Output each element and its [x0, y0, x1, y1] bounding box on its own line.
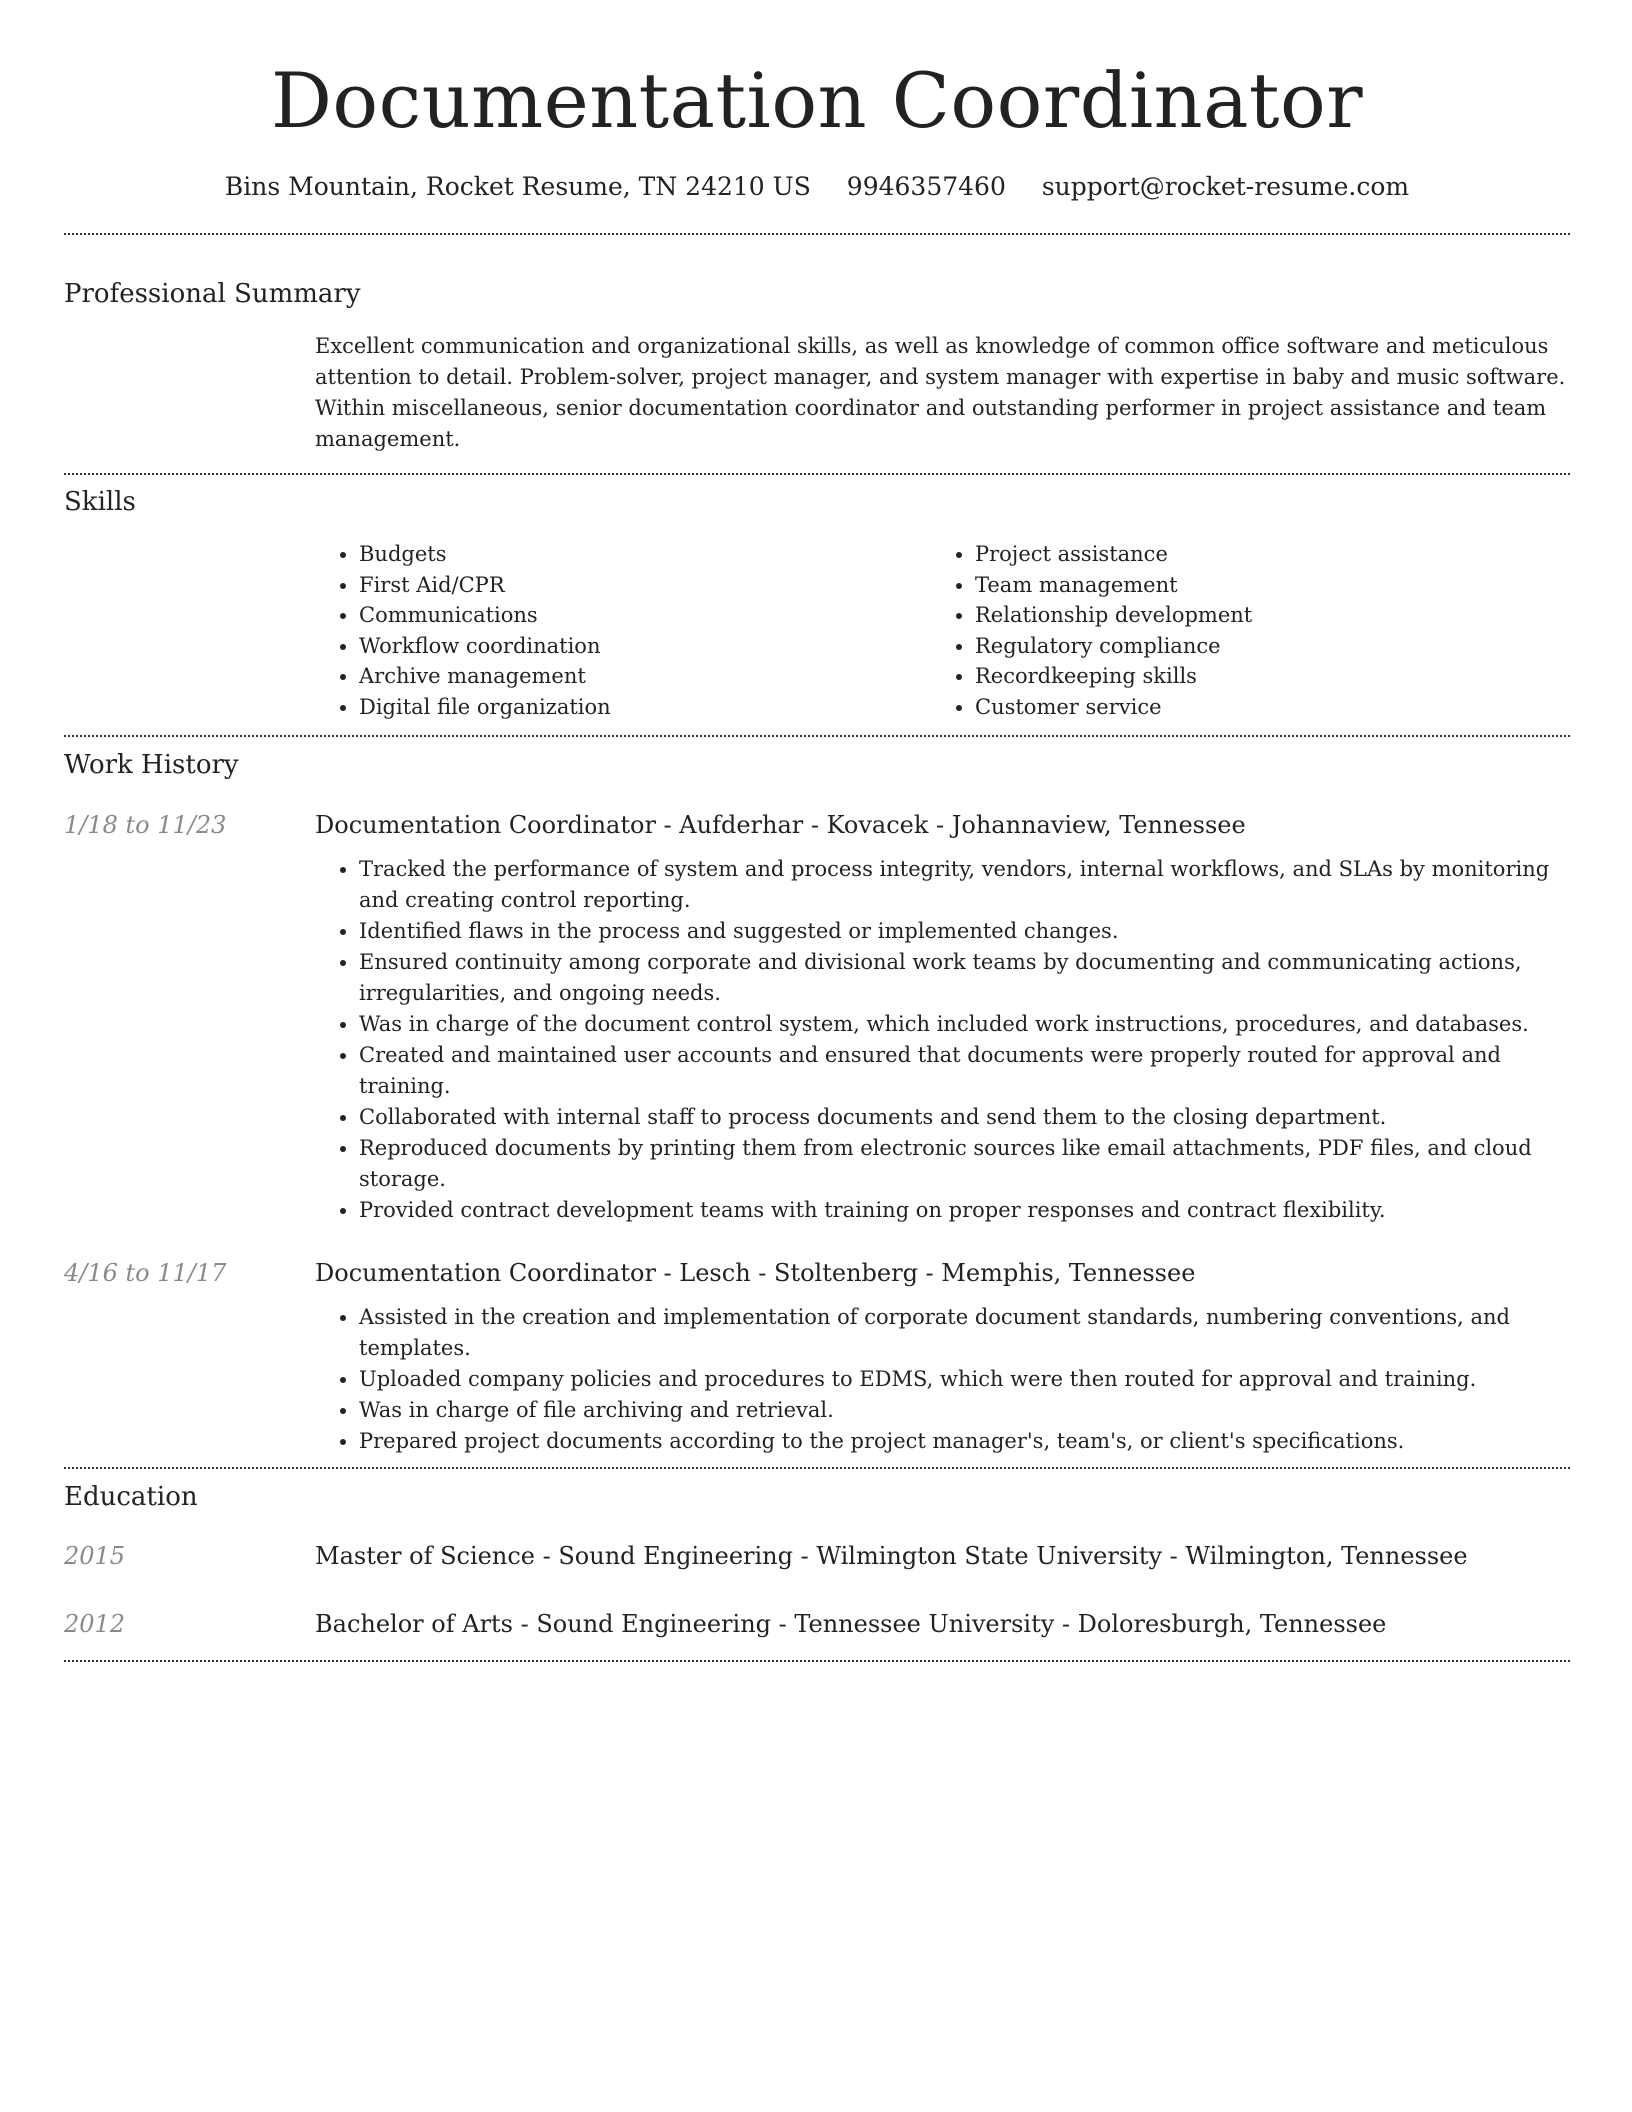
job-bullet: • Reproduced documents by printing them from electronic sources like email attachments, PDF files, and cloud storage. — [359, 1133, 1570, 1195]
skill-item: • Customer service — [975, 692, 1547, 723]
education-title: Education — [64, 1482, 198, 1512]
job-bullet: • Identified flaws in the process and suggested or implemented changes. — [359, 916, 1570, 947]
contact-phone: 9946357460 — [846, 172, 1006, 201]
skill-item: • Relationship development — [975, 600, 1547, 631]
education-heading: Master of Science - Sound Engineering - Wilmington State University - Wilmington, Tennessee — [315, 1542, 1468, 1570]
job-date: 1/18 to 11/23 — [64, 811, 227, 839]
job-bullet: • Was in charge of file archiving and retrieval. — [359, 1395, 1570, 1426]
job-bullet: • Ensured continuity among corporate and divisional work teams by documenting and communicating actions, irregularities, and ongoing needs. — [359, 947, 1570, 1009]
job-bullets — [315, 854, 1570, 1226]
job-date: 4/16 to 11/17 — [64, 1259, 227, 1287]
education-date: 2015 — [64, 1542, 126, 1570]
education-date: 2012 — [64, 1610, 126, 1638]
skill-item: • Team management — [975, 570, 1547, 601]
job-heading: Documentation Coordinator - Aufderhar - Kovacek - Johannaview, Tennessee — [315, 811, 1246, 839]
skill-item: • First Aid/CPR — [359, 570, 931, 601]
divider — [64, 1467, 1570, 1469]
job-entry — [64, 1256, 1570, 1457]
skill-item: • Regulatory compliance — [975, 631, 1547, 662]
education-entry — [64, 1607, 1570, 1641]
job-bullet: • Prepared project documents according to the project manager's, team's, or client's specifications. — [359, 1426, 1570, 1457]
job-bullets — [315, 1302, 1570, 1457]
skills-list — [315, 539, 1570, 722]
job-entry — [64, 808, 1570, 1226]
skills-title: Skills — [64, 487, 136, 517]
contact-line — [64, 170, 1570, 204]
job-heading: Documentation Coordinator - Lesch - Stoltenberg - Memphis, Tennessee — [315, 1259, 1196, 1287]
summary-title: Professional Summary — [64, 279, 361, 309]
job-content — [315, 1256, 1570, 1457]
job-bullet: • Uploaded company policies and procedures to EDMS, which were then routed for approval and training. — [359, 1364, 1570, 1395]
skill-item: • Digital file organization — [359, 692, 931, 723]
job-bullet: • Tracked the performance of system and process integrity, vendors, internal workflows, and SLAs by monitoring and creating control reporting. — [359, 854, 1570, 916]
skills-column-left — [315, 539, 931, 722]
divider — [64, 473, 1570, 475]
contact-email: support@rocket-resume.com — [1041, 172, 1410, 201]
divider — [64, 233, 1570, 235]
skill-item: • Workflow coordination — [359, 631, 931, 662]
summary-text: Excellent communication and organizational skills, as well as knowledge of common office software and meticulous attention to detail. Problem-solver, project manager, and system manager with expertise in baby and music software. Within miscellaneous, senior documentation coordinator and outstanding performer in project assistance and team management. — [315, 334, 1566, 451]
skill-item: • Archive management — [359, 661, 931, 692]
divider — [64, 1660, 1570, 1662]
job-bullet: • Assisted in the creation and implementation of corporate document standards, numbering conventions, and templates. — [359, 1302, 1570, 1364]
education-heading: Bachelor of Arts - Sound Engineering - Tennessee University - Doloresburgh, Tennessee — [315, 1610, 1387, 1638]
education-entry — [64, 1539, 1570, 1573]
divider — [64, 735, 1570, 737]
job-bullet: • Was in charge of the document control system, which included work instructions, procedures, and databases. — [359, 1009, 1570, 1040]
job-bullet: • Created and maintained user accounts and ensured that documents were properly routed for approval and training. — [359, 1040, 1570, 1102]
skills-column-right — [931, 539, 1547, 722]
contact-address: Bins Mountain, Rocket Resume, TN 24210 US — [224, 172, 811, 201]
skill-item: • Project assistance — [975, 539, 1547, 570]
job-bullet: • Provided contract development teams with training on proper responses and contract flexibility. — [359, 1195, 1570, 1226]
skill-item: • Recordkeeping skills — [975, 661, 1547, 692]
skill-item: • Budgets — [359, 539, 931, 570]
resume-name: Documentation Coordinator — [270, 56, 1364, 145]
work-history-title: Work History — [64, 750, 239, 780]
resume-page — [64, 0, 1570, 1662]
skill-item: • Communications — [359, 600, 931, 631]
job-bullet: • Collaborated with internal staff to process documents and send them to the closing department. — [359, 1102, 1570, 1133]
job-content — [315, 808, 1570, 1226]
